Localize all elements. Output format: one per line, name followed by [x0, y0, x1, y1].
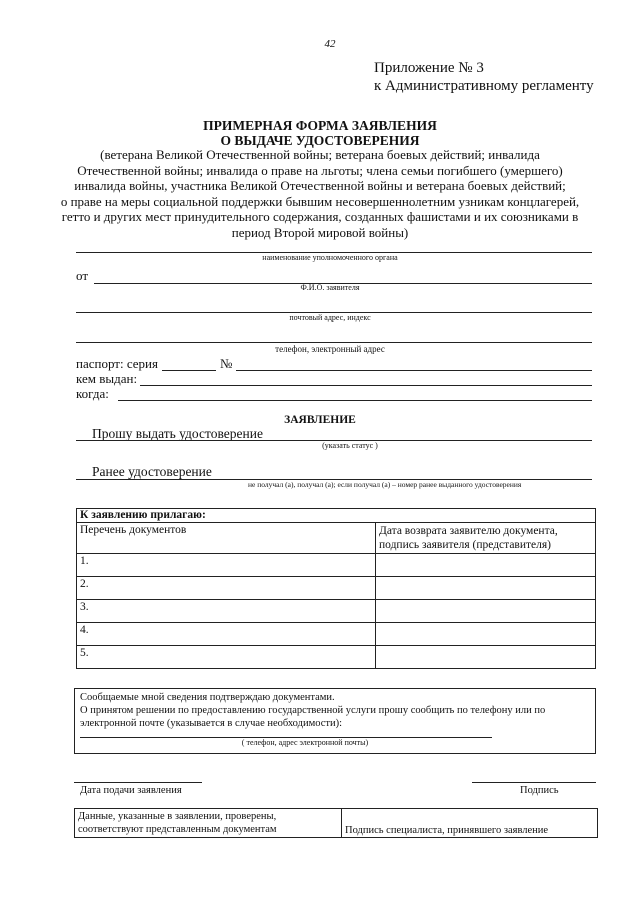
title-desc-line: гетто и других мест принудительного содержания, созданных фашистами и их союзниками в [61, 209, 579, 224]
specialist-signature-label: Подпись специалиста, принявшего заявление [345, 825, 549, 836]
row-number-cell[interactable]: 4. [77, 623, 376, 646]
contact-caption: ( телефон, адрес электронной почты) [241, 738, 369, 747]
phone-line[interactable] [76, 342, 592, 343]
title-desc-line: (ветерана Великой Отечественной войны; ветерана боевых действий; инвалида [100, 147, 540, 162]
fio-caption: Ф.И.О. заявителя [300, 283, 360, 292]
table-row [77, 577, 596, 600]
row-number-cell[interactable]: 5. [77, 646, 376, 669]
title-desc-line: о праве на меры социальной поддержки бывшим несовершеннолетним узникам концлагерей, [60, 193, 580, 209]
verification-line-2: соответствуют представленным документам [78, 824, 277, 835]
form-title [60, 118, 580, 148]
confirm-line-1: Сообщаемые мной сведения подтверждаю документами. [80, 692, 335, 703]
title-line-2: О ВЫДАЧЕ УДОСТОВЕРЕНИЯ [220, 133, 420, 148]
status-caption: (указать статус ) [322, 441, 378, 450]
table-row [77, 600, 596, 623]
appendix-line-2: к Административному регламенту [374, 78, 594, 94]
passport-series-line[interactable] [162, 370, 216, 371]
previous-text: Ранее удостоверение [92, 464, 212, 479]
return-date-cell[interactable] [376, 577, 596, 600]
title-line-1: ПРИМЕРНАЯ ФОРМА ЗАЯВЛЕНИЯ [203, 118, 437, 133]
verification-line-1: Данные, указанные в заявлении, проверены, [78, 811, 277, 822]
row-number-cell[interactable]: 3. [77, 600, 376, 623]
address-caption: почтовый адрес, индекс [289, 313, 371, 322]
return-date-cell[interactable] [376, 554, 596, 577]
organ-caption: наименование уполномоченного органа [262, 253, 398, 262]
title-desc-line: инвалида войны, участника Великой Отечественной войны и ветерана боевых действий; [74, 178, 566, 193]
issued-when-line[interactable] [118, 400, 592, 401]
table-row [77, 554, 596, 577]
issued-by-line[interactable] [140, 385, 592, 386]
return-date-cell[interactable] [376, 623, 596, 646]
title-description [40, 147, 600, 240]
phone-caption: телефон, электронный адрес [275, 344, 385, 354]
return-date-cell[interactable] [376, 600, 596, 623]
date-line[interactable] [74, 782, 202, 783]
title-desc-line: Отечественной войны; инвалида о праве на льготы; члена семьи погибшего (умершего) [77, 162, 563, 178]
specialist-signature-cell[interactable] [342, 809, 598, 838]
passport-number-label: № [220, 356, 233, 371]
issued-when-label: когда: [76, 386, 109, 401]
confirm-line-3: электронной почте (указывается в случае необходимости): [80, 718, 343, 729]
documents-column-header: Перечень документов [77, 523, 376, 554]
previous-caption: не получал (а), получал (а); если получал (а) – номер ранее выданного удостоверения [248, 480, 522, 489]
return-date-cell[interactable] [376, 646, 596, 669]
row-number-cell[interactable]: 2. [77, 577, 376, 600]
signature-label: Подпись [520, 785, 559, 796]
table-row [77, 646, 596, 669]
table-row [77, 623, 596, 646]
verification-table [74, 808, 598, 838]
statement-heading: ЗАЯВЛЕНИЕ [284, 414, 356, 426]
title-desc-line: период Второй мировой войны) [231, 224, 409, 240]
issued-by-label: кем выдан: [76, 371, 138, 386]
passport-number-line[interactable] [236, 370, 592, 371]
signature-line[interactable] [472, 782, 596, 783]
return-date-column-header: Дата возврата заявителю документа, подпись заявителя (представителя) [376, 523, 596, 554]
attachments-table [76, 508, 596, 669]
verification-cell [75, 809, 342, 838]
appendix-line-1: Приложение № 3 [374, 60, 484, 76]
date-label: Дата подачи заявления [80, 785, 182, 796]
request-text: Прошу выдать удостоверение [92, 426, 263, 441]
row-number-cell[interactable]: 1. [77, 554, 376, 577]
attachments-header: К заявлению прилагаю: [77, 509, 596, 523]
from-label: от [76, 268, 89, 283]
passport-label: паспорт: серия [76, 356, 158, 371]
confirm-line-2: О принятом решении по предоставлению государственной услуги прошу сообщить по телефону или по [80, 705, 546, 716]
page-number: 42 [324, 38, 336, 50]
